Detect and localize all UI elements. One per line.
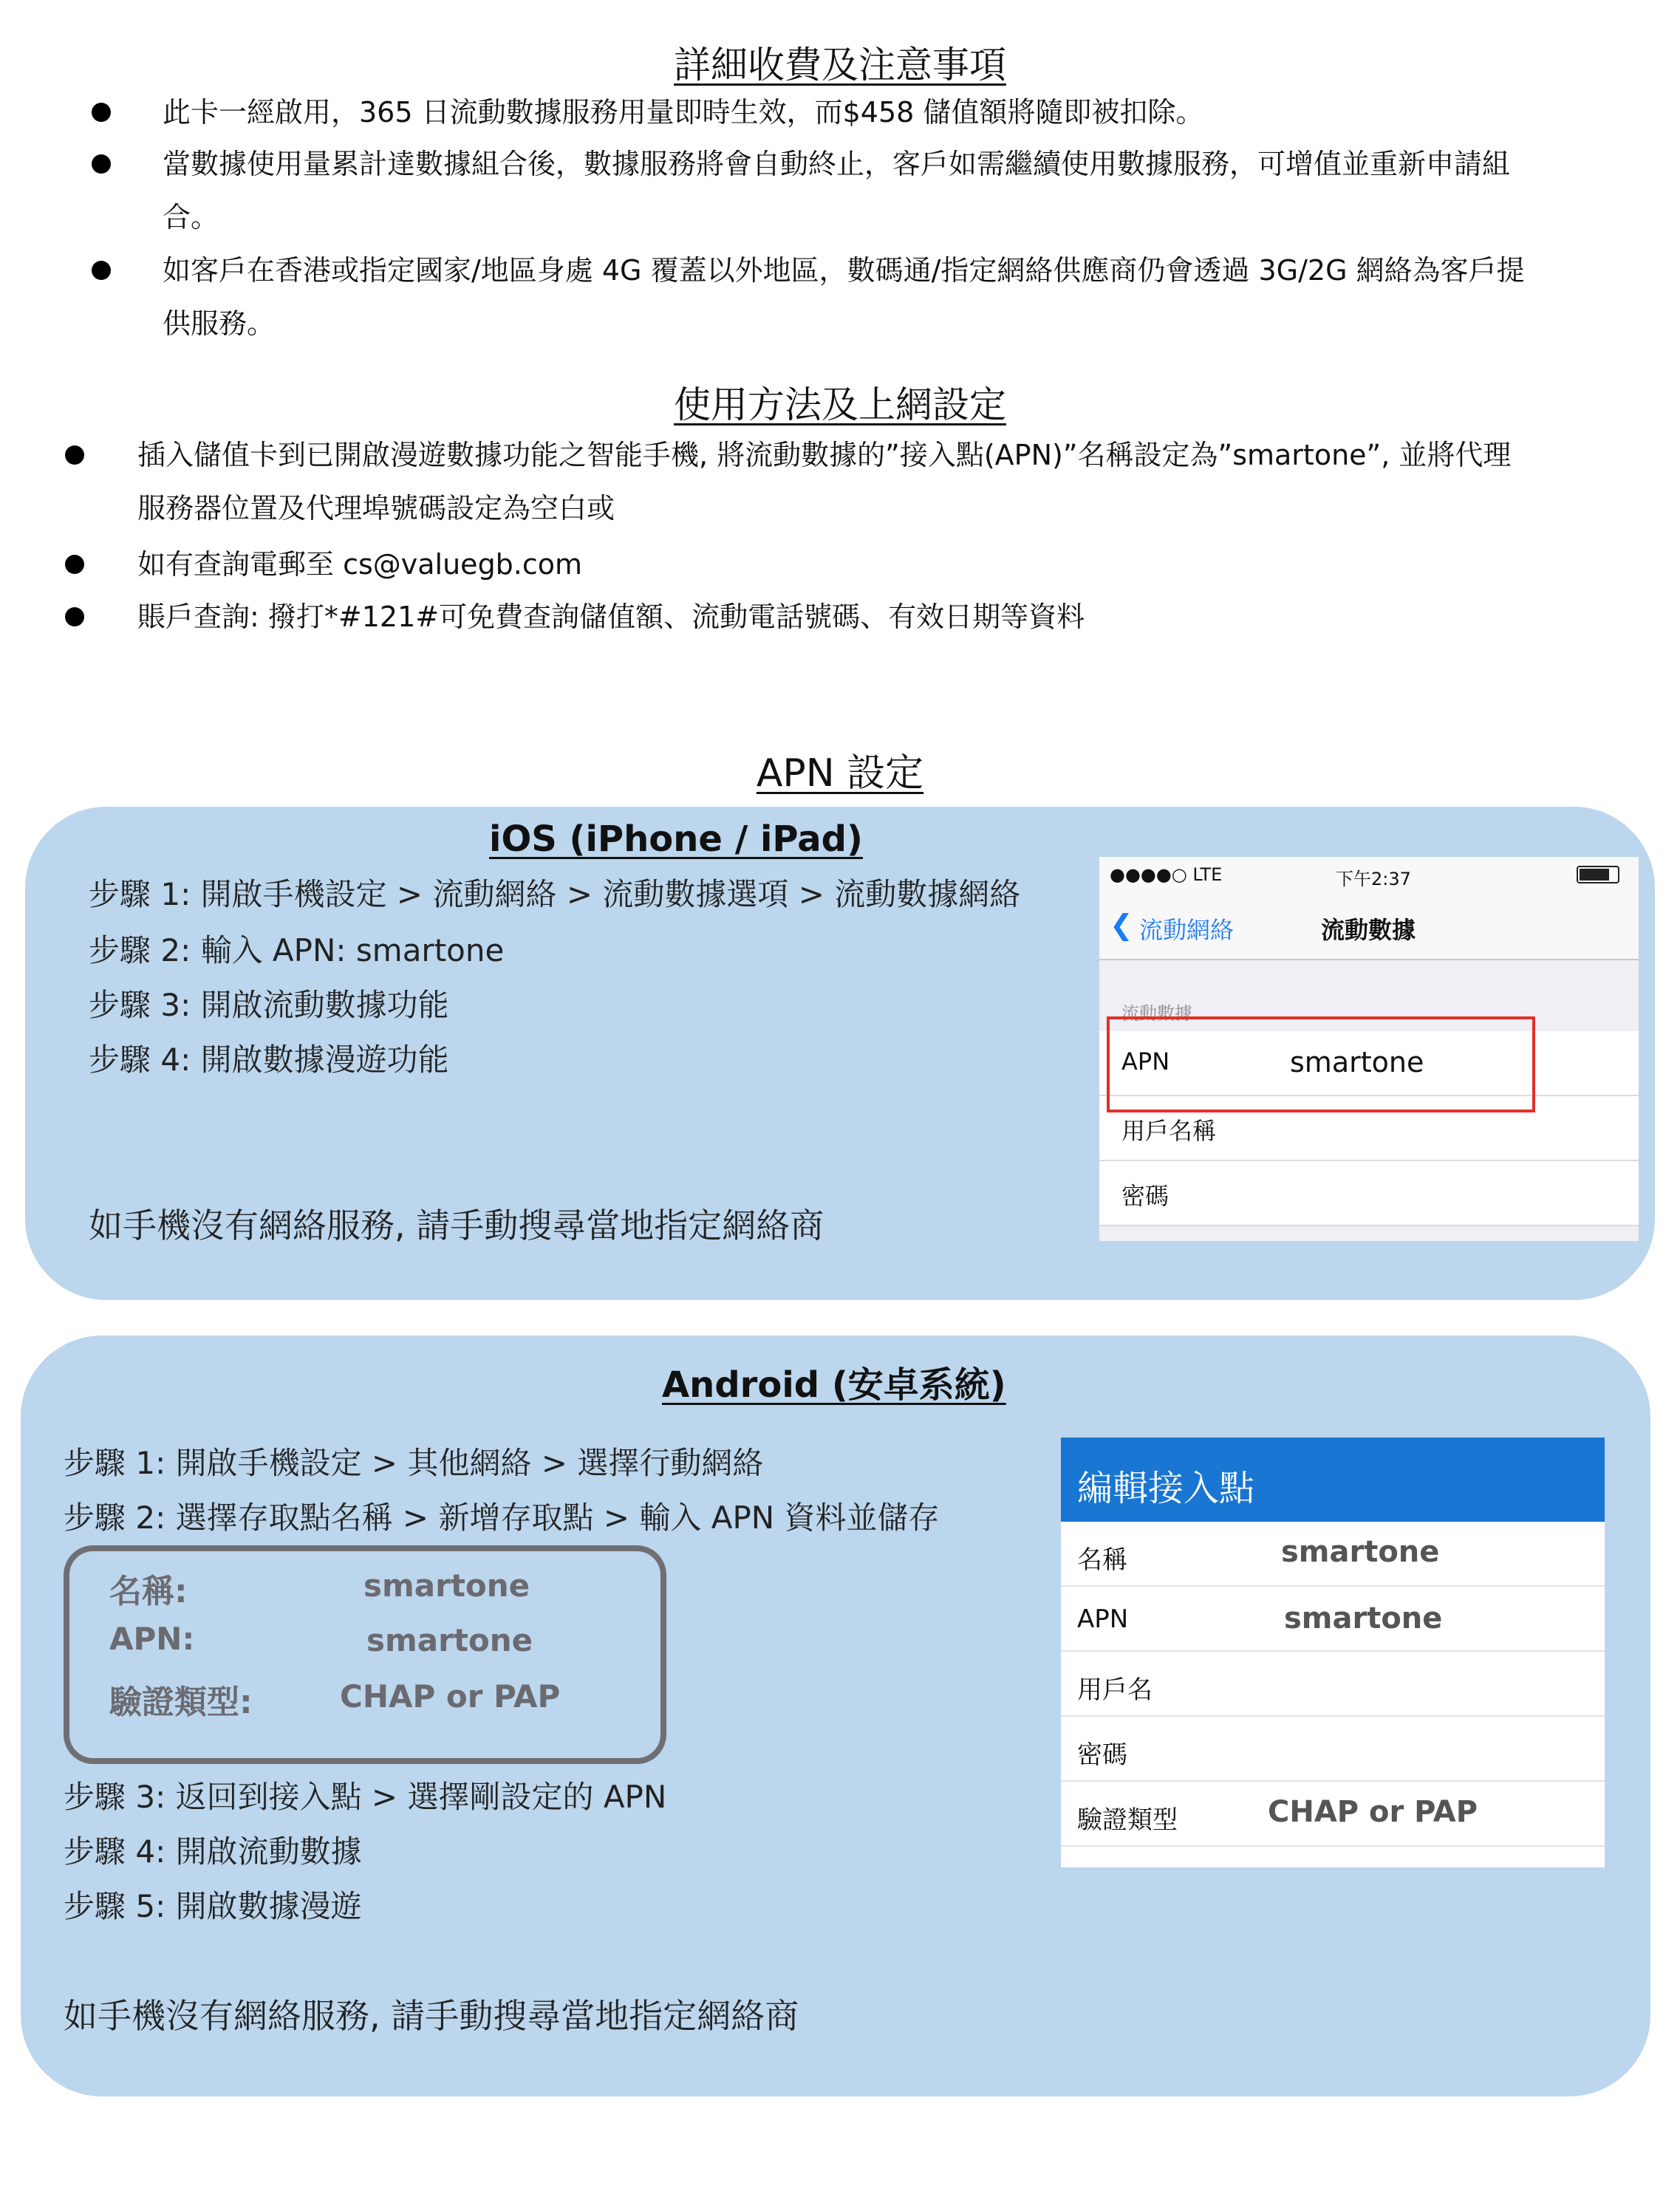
android-step-4: 步驟 4: 開啟流動數據 bbox=[64, 1833, 362, 1870]
ios-screenshot bbox=[1099, 857, 1639, 1241]
apn-value[interactable]: smartone bbox=[1284, 1601, 1443, 1635]
bullet bbox=[65, 555, 84, 574]
apn-label: APN bbox=[1077, 1604, 1129, 1634]
android-step-5: 步驟 5: 開啟數據漫遊 bbox=[64, 1888, 362, 1924]
back-button[interactable]: 流動網絡 bbox=[1139, 916, 1235, 944]
apn-row[interactable] bbox=[1061, 1587, 1605, 1652]
ios-note: 如手機沒有網絡服務, 請手動搜尋當地指定網絡商 bbox=[89, 1206, 824, 1245]
usage-item-3: 賬戶查詢: 撥打*#121#可免費查詢儲值額、流動電話號碼、有效日期等資料 bbox=[137, 601, 1085, 633]
password-row[interactable] bbox=[1061, 1717, 1605, 1782]
name-label: 名稱: bbox=[109, 1573, 188, 1610]
name-label: 名稱 bbox=[1077, 1545, 1127, 1575]
apn-highlight-frame bbox=[1107, 1016, 1535, 1112]
apn-settings-box bbox=[64, 1545, 666, 1764]
clock-label: 下午2:37 bbox=[1336, 869, 1411, 889]
fees-item-1: 此卡一經啟用，365 日流動數據服務用量即時生效，而$458 儲值額將隨即被扣除。 bbox=[163, 96, 1204, 129]
ios-status-bar bbox=[1099, 857, 1639, 892]
apn-label: APN: bbox=[109, 1621, 195, 1657]
name-row[interactable] bbox=[1061, 1522, 1605, 1587]
android-step-3: 步驟 3: 返回到接入點 > 選擇剛設定的 APN bbox=[64, 1779, 667, 1815]
section-header: 流動數據 bbox=[1121, 1003, 1192, 1024]
android-title: Android (安卓系統) bbox=[662, 1364, 1006, 1406]
fees-item-2: 當數據使用量累計達數據組合後，數據服務將會自動終止，客戶如需繼續使用數據服務，可增值並重新申請組 bbox=[163, 148, 1511, 180]
password-row[interactable] bbox=[1099, 1161, 1639, 1226]
name-value: smartone bbox=[363, 1568, 530, 1604]
username-label: 用戶名稱 bbox=[1121, 1117, 1217, 1145]
auth-label: 驗證類型 bbox=[1077, 1805, 1178, 1835]
bullet bbox=[65, 445, 84, 465]
bullet bbox=[92, 261, 111, 280]
usage-item-1-cont: 服務器位置及代理埠號碼設定為空白或 bbox=[137, 492, 615, 524]
carrier-label: ●●●●○ LTE bbox=[1110, 864, 1223, 885]
bullet bbox=[65, 607, 84, 626]
fees-item-3: 如客戶在香港或指定國家/地區身處 4G 覆蓋以外地區，數碼通/指定網絡供應商仍會透過 3G/2G 網絡為客戶提 bbox=[163, 254, 1525, 287]
ios-step-2: 步驟 2: 輸入 APN: smartone bbox=[89, 932, 505, 968]
auth-value: CHAP or PAP bbox=[340, 1678, 561, 1715]
usage-item-1: 插入儲值卡到已開啟漫遊數據功能之智能手機, 將流動數據的”接入點(APN)”名稱設定為”smartone”, 並將代理 bbox=[137, 439, 1512, 471]
bullet bbox=[92, 154, 111, 174]
apn-label: APN bbox=[1121, 1047, 1170, 1076]
back-chevron-icon[interactable]: ❮ bbox=[1110, 909, 1133, 941]
battery-icon bbox=[1577, 866, 1619, 883]
usage-item-2: 如有查詢電郵至 cs@valuegb.com bbox=[137, 548, 583, 581]
ios-step-3: 步驟 3: 開啟流動數據功能 bbox=[89, 987, 449, 1023]
username-label: 用戶名 bbox=[1077, 1675, 1153, 1705]
android-step-2: 步驟 2: 選擇存取點名稱 > 新增存取點 > 輸入 APN 資料並儲存 bbox=[64, 1500, 940, 1536]
ios-nav-bar bbox=[1099, 892, 1639, 960]
usage-title: 使用方法及上網設定 bbox=[674, 383, 1006, 426]
fees-title: 詳細收費及注意事項 bbox=[674, 44, 1006, 86]
apn-title: APN 設定 bbox=[756, 751, 924, 796]
ios-title: iOS (iPhone / iPad) bbox=[489, 818, 863, 860]
apn-value: smartone bbox=[366, 1622, 533, 1658]
ios-step-1: 步驟 1: 開啟手機設定 > 流動網絡 > 流動數據選項 > 流動數據網絡 bbox=[89, 876, 1021, 912]
android-step-1: 步驟 1: 開啟手機設定 > 其他網絡 > 選擇行動網絡 bbox=[64, 1445, 764, 1481]
fees-item-2-cont: 合。 bbox=[163, 201, 219, 233]
android-bar-title: 編輯接入點 bbox=[1077, 1468, 1255, 1509]
android-screenshot bbox=[1061, 1437, 1605, 1867]
password-label: 密碼 bbox=[1077, 1740, 1127, 1770]
nav-title: 流動數據 bbox=[1321, 916, 1416, 944]
username-row[interactable] bbox=[1061, 1652, 1605, 1717]
android-title-bar bbox=[1061, 1437, 1605, 1522]
name-value[interactable]: smartone bbox=[1281, 1535, 1440, 1569]
apn-value[interactable]: smartone bbox=[1290, 1046, 1424, 1078]
bullet bbox=[92, 103, 111, 122]
password-label: 密碼 bbox=[1121, 1182, 1169, 1210]
auth-label: 驗證類型: bbox=[109, 1683, 253, 1721]
ios-step-4: 步驟 4: 開啟數據漫遊功能 bbox=[89, 1042, 449, 1078]
android-note: 如手機沒有網絡服務, 請手動搜尋當地指定網絡商 bbox=[64, 1996, 799, 2036]
auth-value[interactable]: CHAP or PAP bbox=[1268, 1795, 1478, 1829]
auth-row[interactable] bbox=[1061, 1782, 1605, 1847]
fees-item-3-cont: 供服務。 bbox=[163, 307, 276, 340]
